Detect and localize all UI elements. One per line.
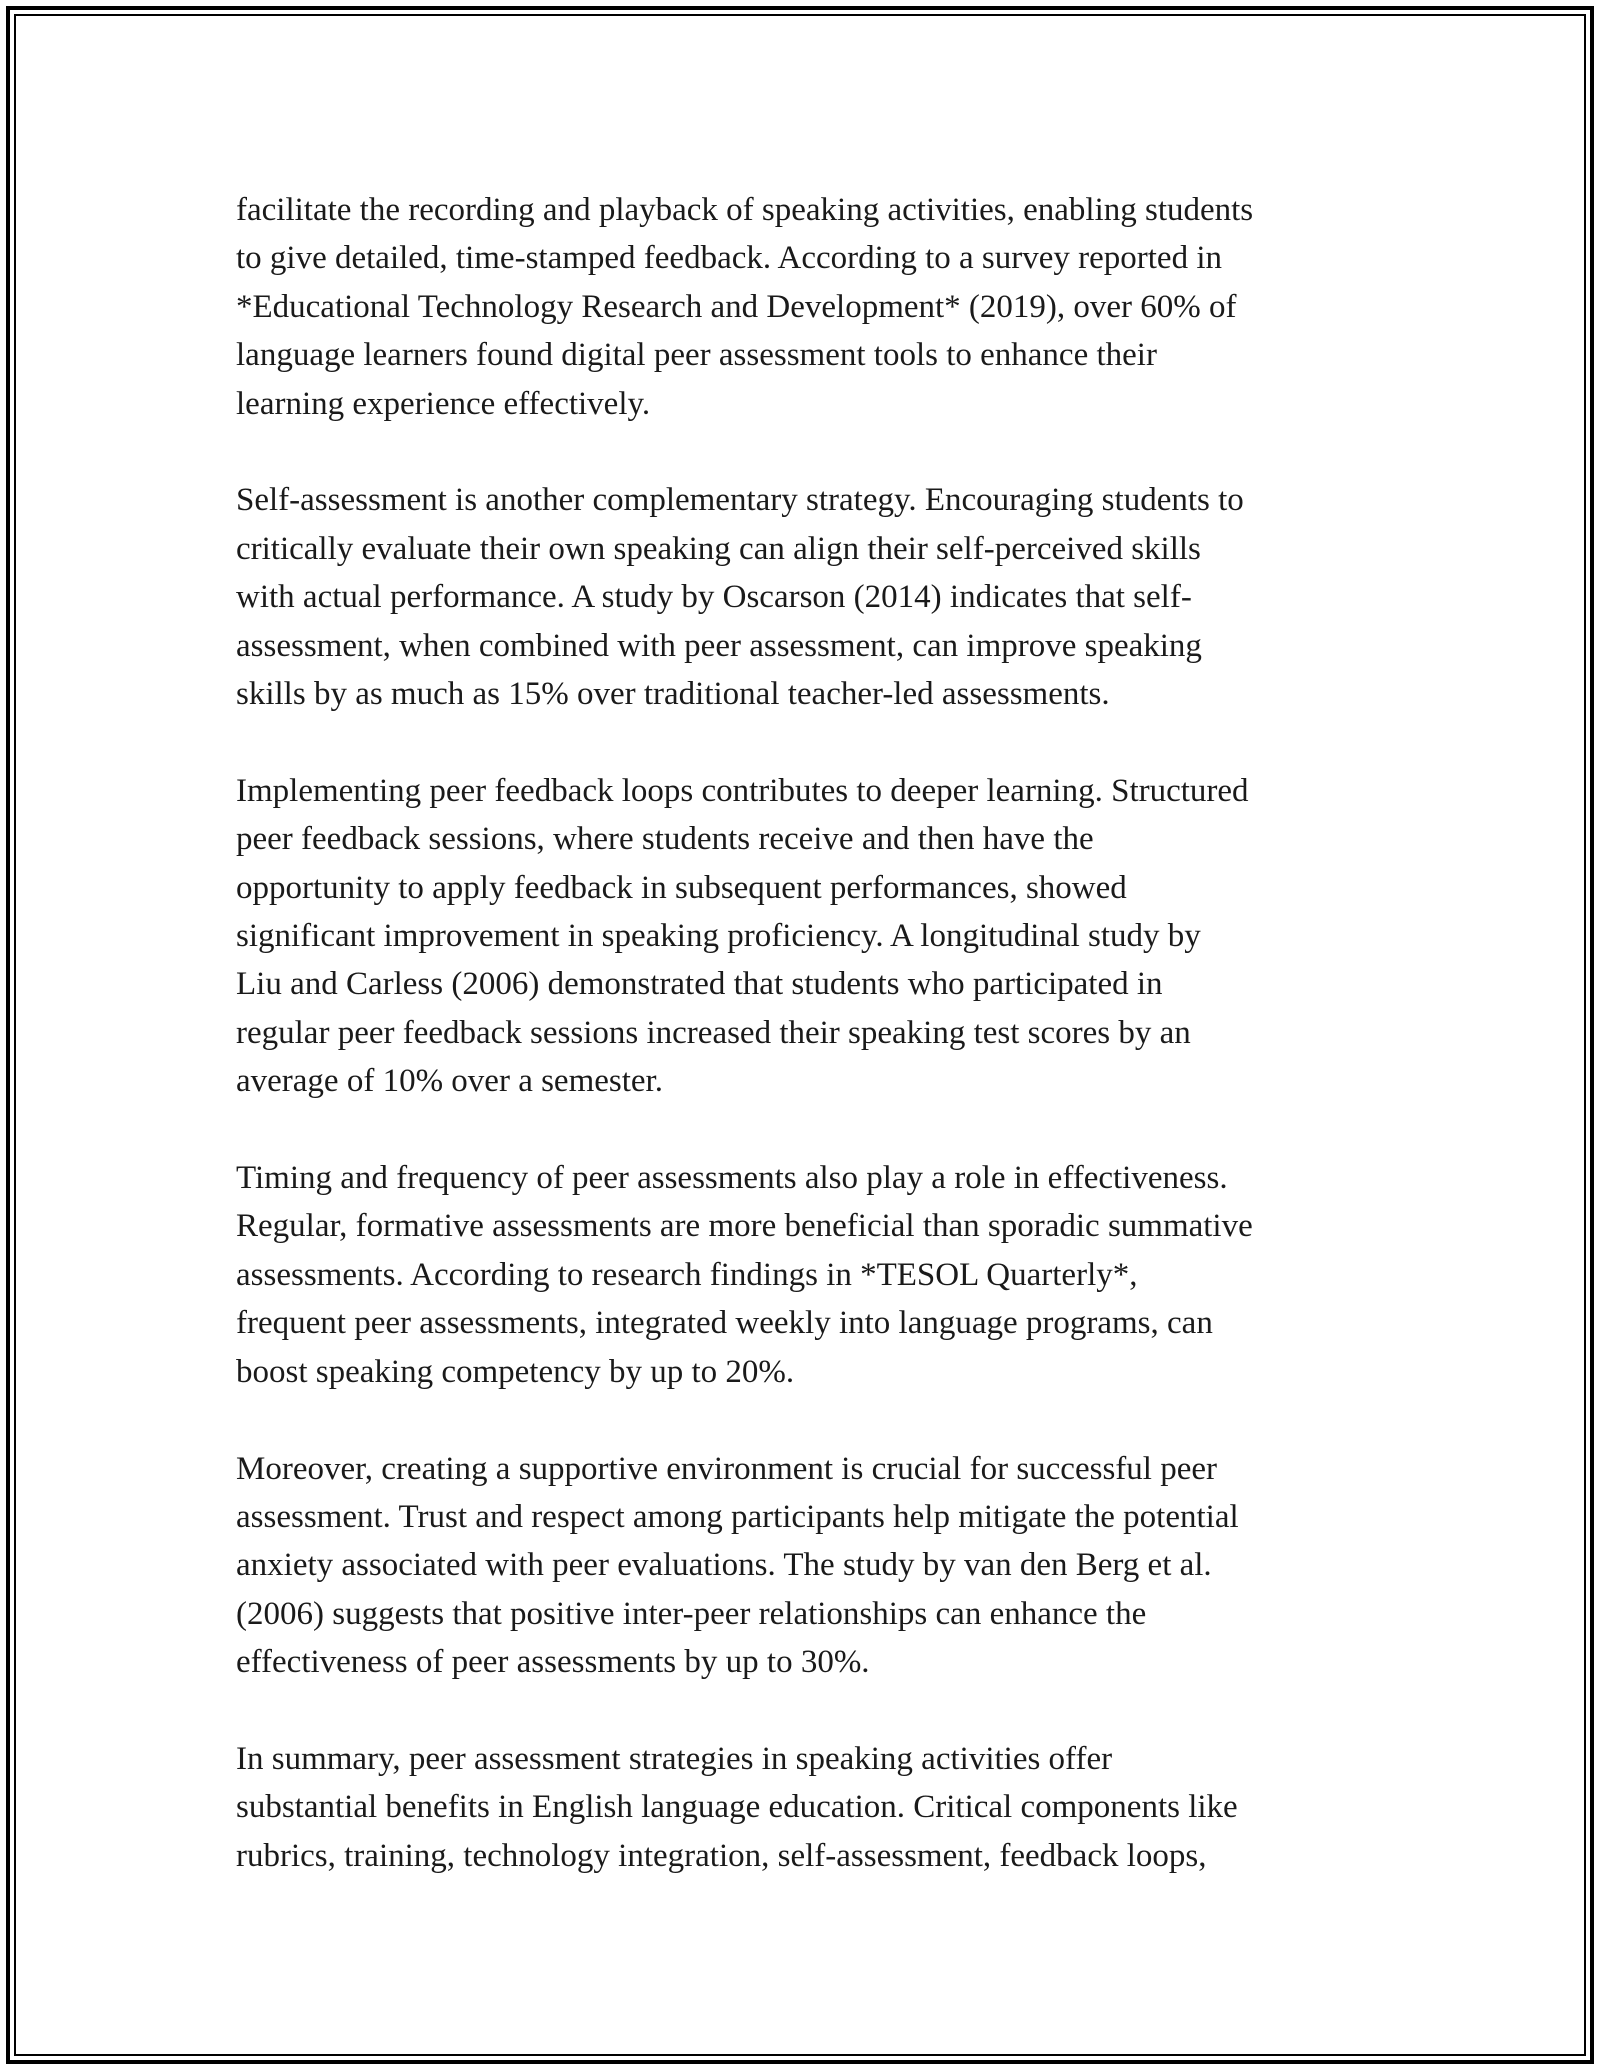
text-line: assessments. According to research findings in *TESOL Quarterly*, xyxy=(236,1256,1138,1293)
paragraph-timing-frequency xyxy=(236,1154,1384,1396)
text-line: Timing and frequency of peer assessments also play a role in effectiveness. xyxy=(236,1160,1228,1197)
text-line: rubrics, training, technology integration, self-assessment, feedback loops, xyxy=(236,1837,1207,1874)
text-line: facilitate the recording and playback of speaking activities, enabling students xyxy=(236,192,1254,228)
paragraph-summary xyxy=(236,1735,1384,1880)
text-line: Implementing peer feedback loops contributes to deeper learning. Structured xyxy=(236,772,1249,809)
text-line: substantial benefits in English language education. Critical components like xyxy=(236,1789,1238,1826)
text-line: regular peer feedback sessions increased their speaking test scores by an xyxy=(236,1014,1191,1051)
document-body xyxy=(236,186,1384,1929)
text-line: assessment, when combined with peer assessment, can improve speaking xyxy=(236,627,1202,664)
text-line: assessment. Trust and respect among participants help mitigate the potential xyxy=(236,1498,1239,1535)
paragraph-feedback-loops xyxy=(236,767,1384,1106)
text-line: boost speaking competency by up to 20%. xyxy=(236,1353,795,1390)
text-line: skills by as much as 15% over traditional teacher-led assessments. xyxy=(236,676,1110,713)
text-line: (2006) suggests that positive inter-peer relationships can enhance the xyxy=(236,1595,1147,1632)
text-line: frequent peer assessments, integrated weekly into language programs, can xyxy=(236,1305,1213,1342)
text-line: language learners found digital peer assessment tools to enhance their xyxy=(236,337,1157,374)
paragraph-digital-tools xyxy=(236,186,1384,428)
text-line: anxiety associated with peer evaluations. The study by van den Berg et al. xyxy=(236,1547,1212,1584)
text-line: significant improvement in speaking proficiency. A longitudinal study by xyxy=(236,918,1201,955)
text-line: learning experience effectively. xyxy=(236,385,651,422)
text-line: In summary, peer assessment strategies in speaking activities offer xyxy=(236,1740,1113,1777)
text-line: Liu and Carless (2006) demonstrated that students who participated in xyxy=(236,966,1163,1003)
paragraph-self-assessment xyxy=(236,476,1384,718)
text-line: Regular, formative assessments are more beneficial than sporadic summative xyxy=(236,1208,1253,1245)
text-line: to give detailed, time-stamped feedback. According to a survey reported in xyxy=(236,240,1222,277)
text-line: opportunity to apply feedback in subsequent performances, showed xyxy=(236,869,1127,906)
text-line: average of 10% over a semester. xyxy=(236,1063,663,1100)
text-line: peer feedback sessions, where students receive and then have the xyxy=(236,821,1094,858)
text-line: Moreover, creating a supportive environment is crucial for successful peer xyxy=(236,1450,1217,1487)
text-line: with actual performance. A study by Oscarson (2014) indicates that self- xyxy=(236,579,1192,616)
paragraph-supportive-environment xyxy=(236,1445,1384,1687)
text-line: critically evaluate their own speaking can align their self-perceived skills xyxy=(236,530,1201,567)
text-line: effectiveness of peer assessments by up to 30%. xyxy=(236,1644,870,1681)
text-line: *Educational Technology Research and Development* (2019), over 60% of xyxy=(236,288,1237,325)
text-line: Self-assessment is another complementary strategy. Encouraging students to xyxy=(236,482,1244,519)
